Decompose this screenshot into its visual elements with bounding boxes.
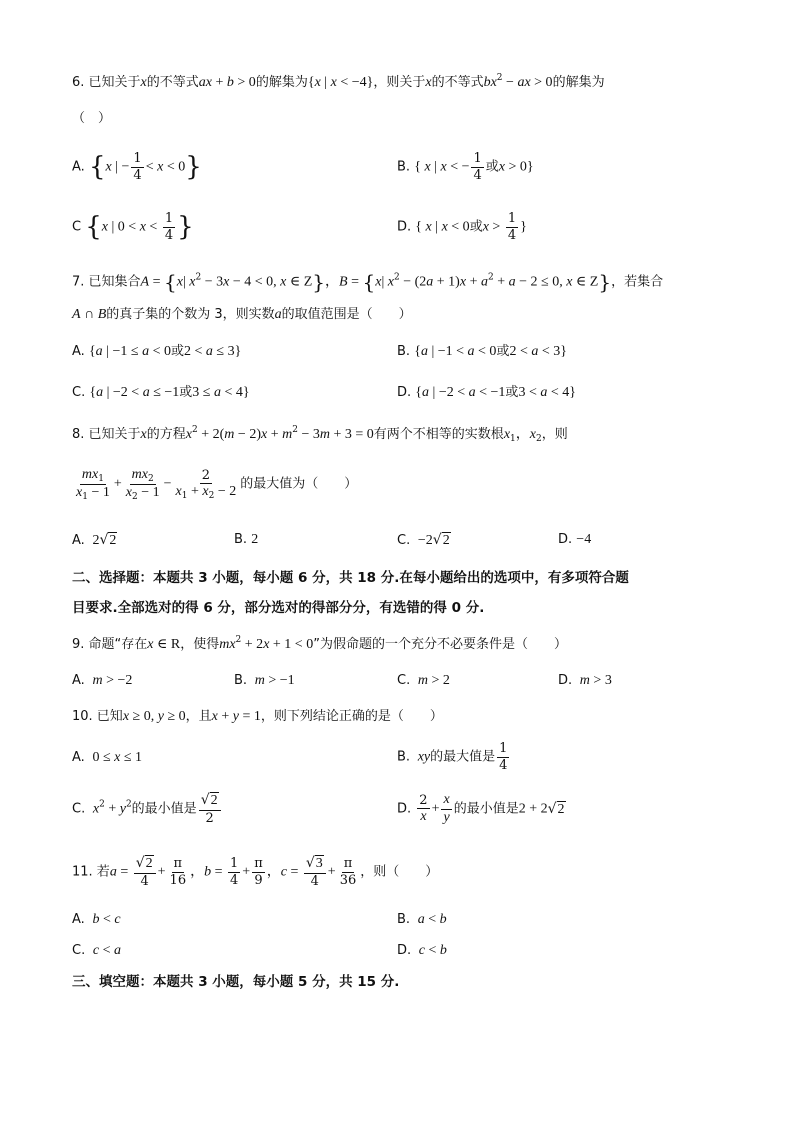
q11-option-b-label: B. [397,912,411,927]
q6-option-a-label: A. [72,159,85,175]
q10-option-b: B. xy的最大值是 $\frac{1}{4}$ [397,741,508,773]
q7-option-a: A. {a | −1 ≤ a < 0或2 < a ≤ 3} [72,344,242,359]
q6-option-d: D. { x | x < 0或x > $\frac{1}{4}$ } [397,211,527,243]
q7-stem-line2: A ∩ B的真子集的个数为 3，则实数a的取值范围是（ ） [72,307,412,322]
q10-option-a-label: A. [72,750,85,765]
q7-option-b: B. {a | −1 < a < 0或2 < a < 3} [397,344,567,359]
q7-stem-c: 的真子集的个数为 3，则实数 [106,307,275,322]
q6-stem-e: 的不等式 [431,75,484,90]
q8-option-b-label: B. [234,532,248,547]
q7-or-word-a: 或 [170,344,184,359]
q8-option-c-label: C. [397,533,411,548]
section2-heading-line2: 目要求.全部选对的得 6 分，部分选对的得部分分，有选错的得 0 分. [72,600,485,616]
q9-stem-c: ”为假命题的一个充分不必要条件是（ ） [313,637,567,652]
q8-stem-c: 有两个不相等的实数根 [373,427,504,442]
q11-option-a: A. b < c [72,912,121,927]
q7-or-word-c: 或 [179,385,193,400]
q8-stem-a: 8. 已知关于 [72,427,141,442]
q7-option-d-label: D. [397,385,412,400]
q10-option-d-label: D. [397,801,412,817]
q7-option-a-label: A. [72,344,85,359]
q6-option-b: B. { x | x < − $\frac{1}{4}$ 或x > 0} [397,151,534,183]
q11-option-a-label: A. [72,912,85,927]
q9-stem: 9. 命题“存在x ∈ R，使得$mx^2 + 2x + 1 < 0$”为假命题的一个充分不必要条件是（ ） [72,635,567,652]
q6-option-c: C {x | 0 < x < $\frac{1}{4}$ } [72,211,194,243]
q9-stem-b: ，使得 [180,637,220,652]
q6-or-word-d: 或 [469,219,483,235]
q10-stem-c: ，则下列结论正确的是（ ） [260,709,443,724]
q9-option-b-label: B. [234,673,248,688]
q7-stem-d: 的取值范围是（ ） [281,307,412,322]
q10-option-c: C. $x^2 + y^2$的最小值是 $\frac{√2}{2}$ [72,793,223,825]
q9-option-c: C. m > 2 [397,673,450,688]
q10-option-c-label: C. [72,801,86,817]
q10-option-d: D. $\frac{2}{x}$ + $\frac{x}{y}$ 的最小值是2 + 2√2 [397,792,565,825]
q6-stem-c: 的解集为 [255,75,308,90]
q7-option-d: D. {a | −2 < a < −1或3 < a < 4} [397,385,576,400]
q11-stem-a: 11. 若 [72,864,110,880]
q7-stem-b: ，若集合 [611,274,664,290]
q8-option-a-label: A. [72,533,85,548]
q11-stem: 11. 若a = $\frac{√2}{4}$ + $\frac{\pi}{16}$ ，b = $\frac{1}{4}$ + $\frac{\pi}{9}$ ，c = $\frac{√3}{4}$ + $\frac{\pi}{36}$ ，则（ ） [72,855,439,889]
q7-or-word-b: 或 [496,344,510,359]
q11-option-c: C. c < a [72,943,121,958]
q9-option-c-label: C. [397,673,411,688]
q6-stem-d: ，则关于 [373,75,426,90]
q6-or-word-b: 或 [485,159,499,175]
q10-max-word: 的最大值是 [430,749,496,765]
q6-option-a: A. {x | − $\frac{1}{4}$ < x < 0} [72,151,202,183]
q7-option-b-label: B. [397,344,411,359]
q6-stem-f: 的解集为 [552,75,605,90]
q6-stem-b: 的不等式 [146,75,199,90]
q8-expression: $\frac{mx_1}{x_1 - 1}$ + $\frac{mx_2}{x_2 - 1}$ − $\frac{2}{x_1 + x_2 - 2}$ 的最大值为（ ） [76,467,358,502]
q9-stem-a: 9. 命题“存在 [72,637,148,652]
q8-option-b [234,533,258,547]
q10-min-word-c: 的最小值是 [131,801,197,817]
q7-option-c-label: C. [72,385,86,400]
q10-option-a: A. 0 ≤ x ≤ 1 [72,750,143,765]
q8-option-a: A. 2√2 [72,532,117,548]
q8-stem-b: 的方程 [146,427,186,442]
q6-stem-a: 6. 已知关于 [72,75,141,90]
section2-heading-line1: 二、选择题：本题共 3 小题，每小题 6 分，共 18 分.在每小题给出的选项中，有多项符合题 [72,570,629,586]
q8-option-d-label: D. [558,532,573,547]
q7-or-word-d: 或 [505,385,519,400]
q11-stem-b: ，则（ ） [360,864,439,880]
q6-option-c-label: C [72,219,82,235]
q11-option-c-label: C. [72,943,86,958]
q9-option-d-label: D. [558,673,573,688]
q8-option-d [558,533,591,547]
q6-stem: 6. 已知关于x的不等式ax + b > 0的解集为{x | x < −4}，则关于x的不等式$bx^2$ − ax > 0的解集为 [72,73,605,90]
q10-min-word-d: 的最小值是 [453,801,519,817]
q10-stem-b: ，且 [185,709,212,724]
q11-option-b: B. a < b [397,912,447,927]
q8-stem: 8. 已知关于x的方程$x^2 + 2(m - 2)x + m^2 - 3m + 3 = 0$有两个不相等的实数根$x_1$，$x_2$，则 [72,425,568,444]
q9-option-b: B. m > −1 [234,673,295,688]
q8-stem-d: ，则 [541,427,568,442]
q8-option-c: C. −2√2 [397,532,450,548]
section3-heading: 三、填空题：本题共 3 小题，每小题 5 分，共 15 分. [72,974,400,990]
q8-option-d-value: −4 [576,532,592,547]
q9-option-d: D. m > 3 [558,673,612,688]
q6-paren: （ ） [72,111,112,126]
q9-option-a-label: A. [72,673,85,688]
q10-option-b-label: B. [397,749,411,765]
q10-stem-a: 10. 已知 [72,709,123,724]
q8-stem-e: 的最大值为（ ） [240,476,358,492]
q11-option-d: D. c < b [397,943,447,958]
q9-option-a: A. m > −2 [72,673,133,688]
q11-option-d-label: D. [397,943,412,958]
q7-option-c: C. {a | −2 < a ≤ −1或3 ≤ a < 4} [72,385,250,400]
q8-option-b-value: 2 [251,532,259,547]
q6-option-b-label: B. [397,159,411,175]
q10-stem: 10. 已知x ≥ 0, y ≥ 0，且x + y = 1，则下列结论正确的是（ ） [72,709,443,724]
q7-stem: 7. 已知集合A = {x| $x^2 - 3x - 4 < 0$, x ∈ Z}，B = {x| $x^2 - (2a + 1)x + a^2 + a - 2 \le 0$, x ∈ Z}，若集合 [72,270,664,294]
q7-stem-a: 7. 已知集合 [72,274,141,290]
q6-option-d-label: D. [397,219,412,235]
